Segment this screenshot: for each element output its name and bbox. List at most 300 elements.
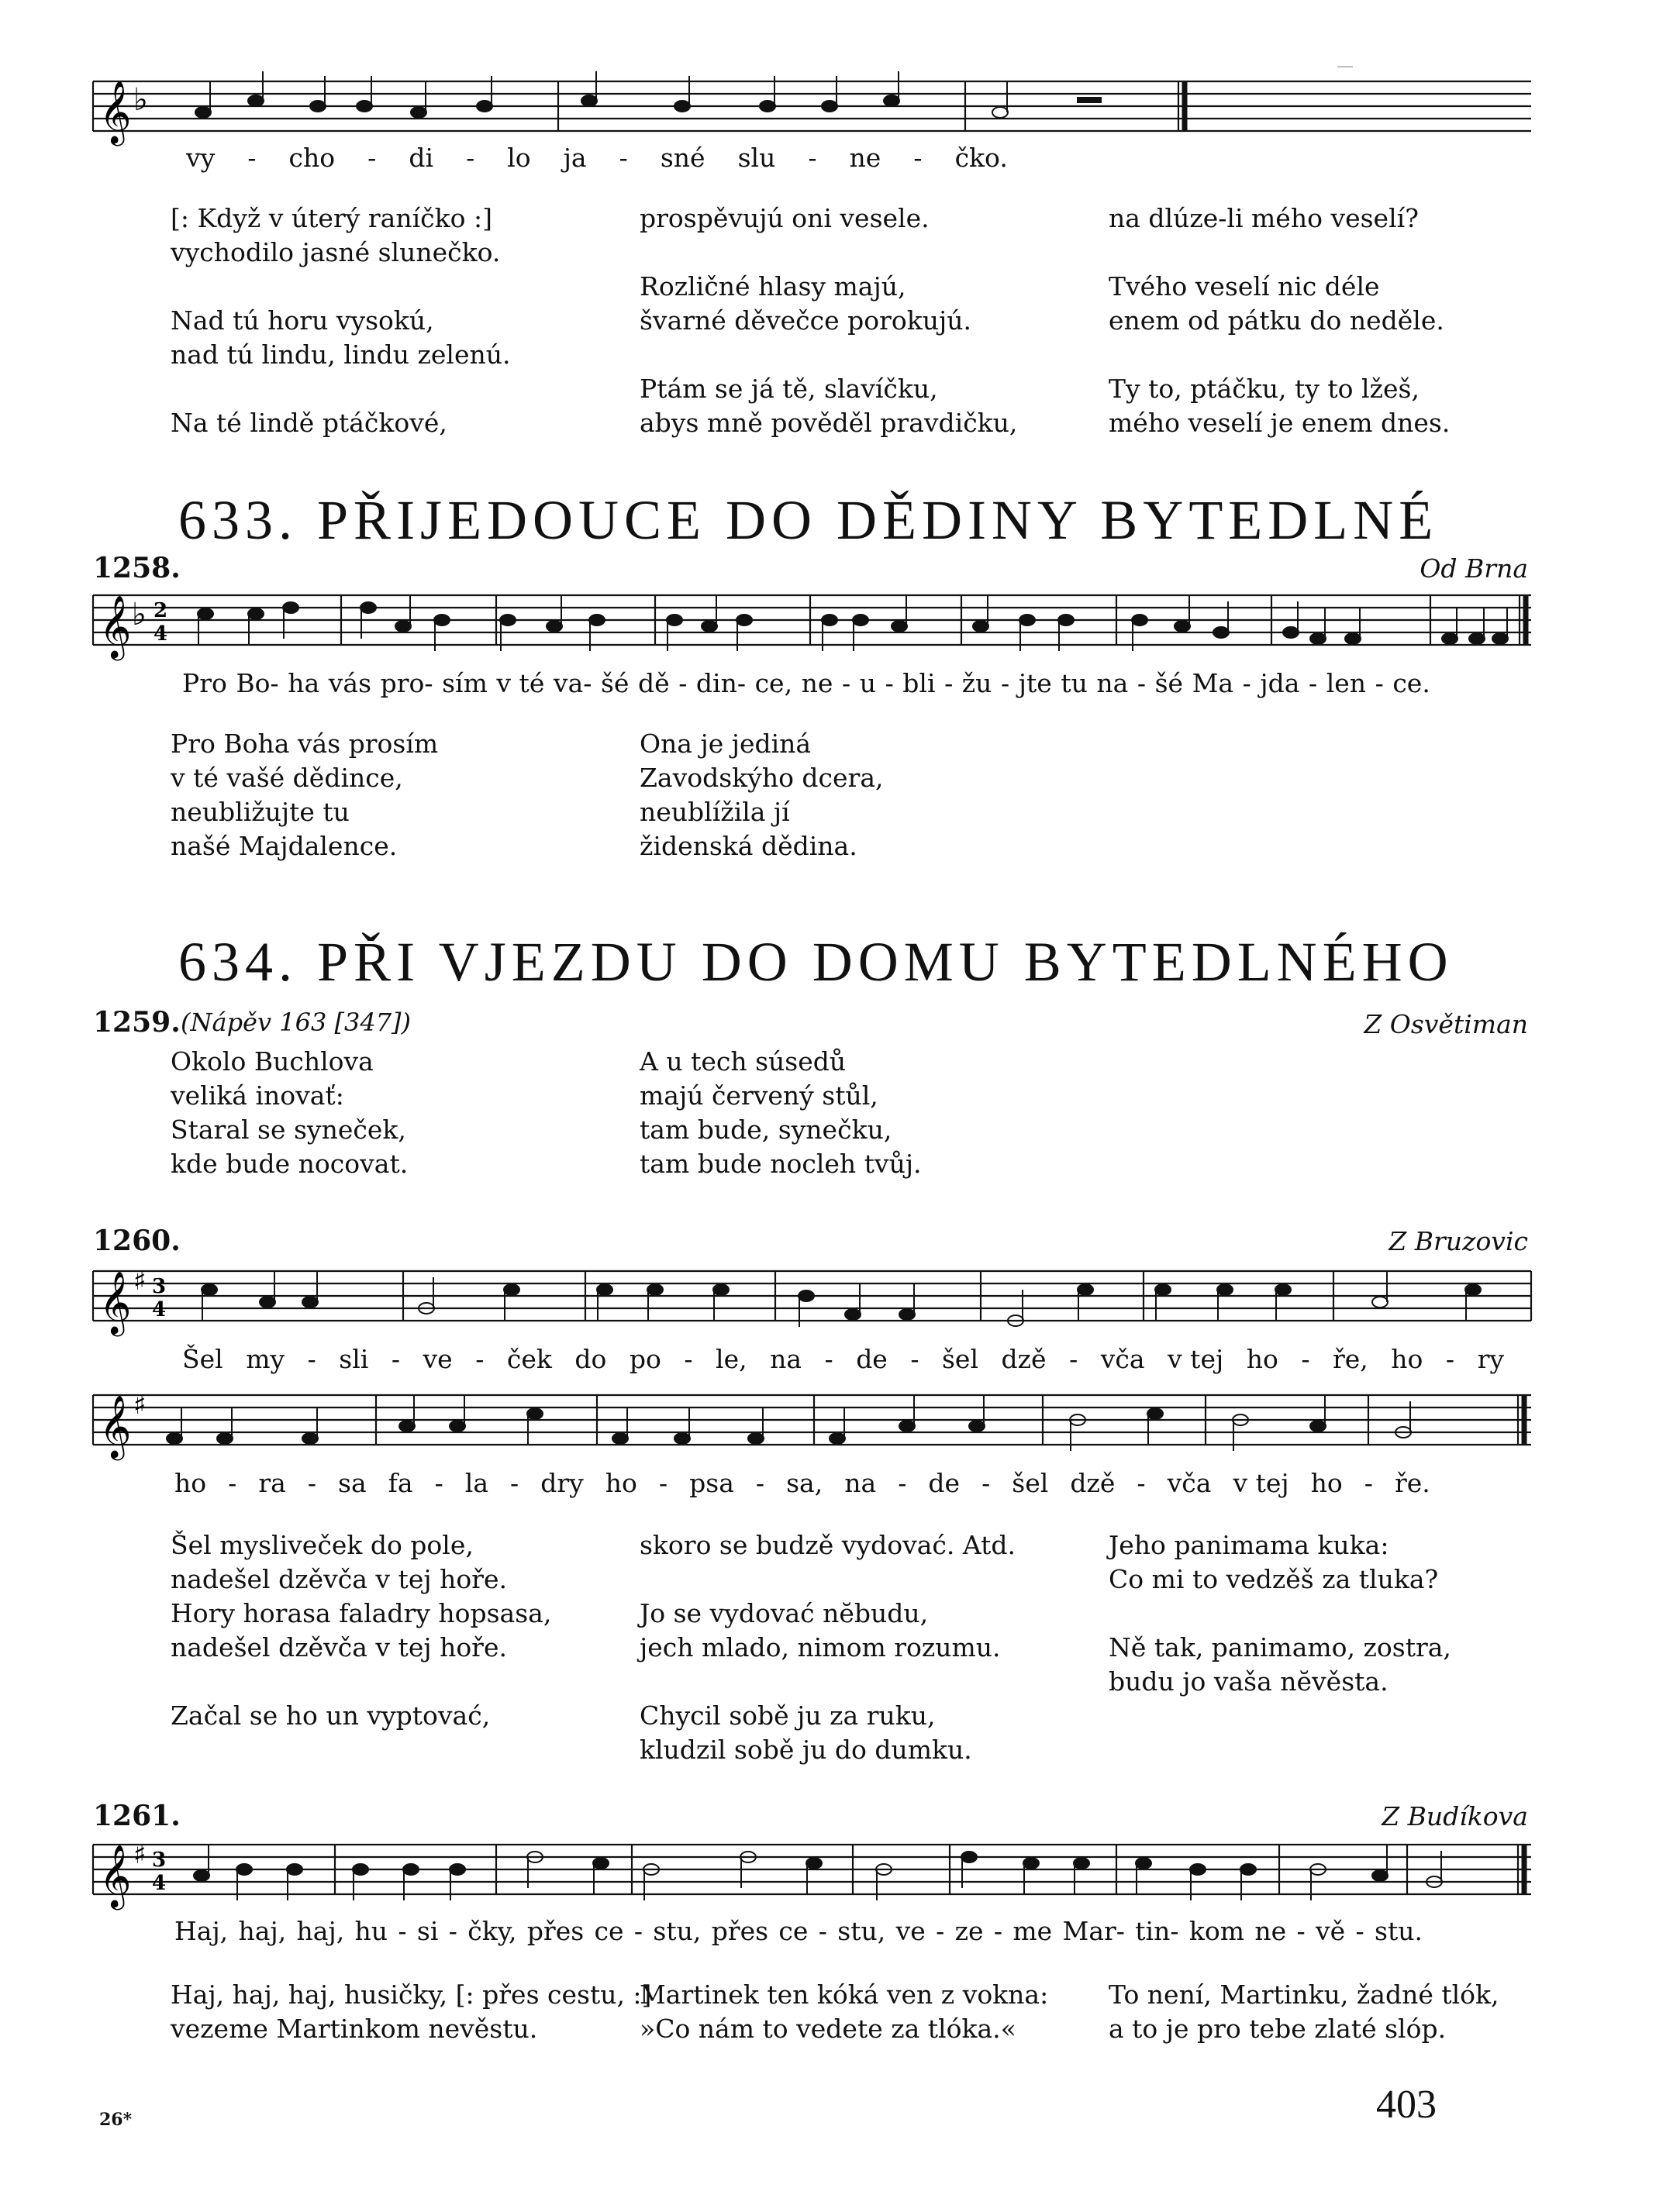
- verse-line: Tvého veselí nic déle: [1109, 271, 1380, 301]
- note-head: [500, 615, 516, 625]
- lyric-syllable: ra: [258, 1468, 286, 1498]
- lyric-syllable: ře.: [1394, 1468, 1430, 1498]
- lyric-syllable: po: [629, 1344, 661, 1374]
- note-head: [399, 1421, 415, 1432]
- svg-text:𝄞: 𝄞: [99, 80, 132, 143]
- note-head: [202, 1284, 217, 1295]
- lyric-syllable: v té: [496, 668, 545, 698]
- lyric-syllable: v tej: [1168, 1344, 1224, 1374]
- svg-text:4: 4: [152, 1872, 167, 1895]
- verse-line: v té vašé dědince,: [171, 763, 403, 793]
- note-head: [1372, 1870, 1388, 1881]
- lyric-syllable: -: [1001, 668, 1010, 698]
- lyric-syllable: šé: [600, 668, 630, 698]
- verse-line: Hory horasa faladry hopsasa,: [171, 1598, 552, 1628]
- note-head: [612, 1433, 628, 1444]
- verse-line: Ptám se já tě, slavíčku,: [640, 374, 938, 404]
- verse-line: vezeme Martinkom nevěstu.: [171, 2014, 538, 2044]
- lyric-syllable: len: [1326, 668, 1367, 698]
- note-head: [194, 1870, 209, 1881]
- lyric-syllable: Haj,: [174, 1916, 229, 1946]
- lyric-syllable: cho: [288, 143, 336, 173]
- lyric-syllable: tin-: [1135, 1916, 1179, 1946]
- lyric-syllable: vča: [1100, 1344, 1145, 1374]
- verse-line: Jeho panimama kuka:: [1109, 1530, 1389, 1560]
- lyric-syllable: v tej: [1233, 1468, 1289, 1498]
- note-head: [287, 1864, 302, 1875]
- lyric-syllable: -: [307, 1468, 316, 1498]
- lyric-syllable: dzě: [1070, 1468, 1116, 1498]
- lyric-syllable: Šel: [182, 1344, 223, 1374]
- note-head: [434, 615, 450, 625]
- lyric-syllable: din-: [695, 668, 747, 698]
- lyric-syllable: -: [755, 1468, 765, 1498]
- lyric-syllable: -: [910, 1344, 919, 1374]
- verse-line: a to je pro tebe zlaté slóp.: [1109, 2014, 1447, 2044]
- note-head: [1310, 1421, 1326, 1432]
- stanza: [640, 1978, 1048, 2046]
- lyric-syllable: -: [466, 143, 475, 173]
- lyric-syllable: psa: [689, 1468, 734, 1498]
- lyric-syllable: -: [684, 1344, 693, 1374]
- lyric-syllable: le,: [716, 1344, 747, 1374]
- song-1260-verses-col3: [1109, 1528, 1451, 1733]
- lyric-syllable: haj,: [296, 1916, 345, 1946]
- lyric-syllable: -: [1355, 1916, 1364, 1946]
- note-head: [589, 615, 605, 625]
- lyric-syllable: -: [678, 668, 688, 698]
- note-head: [527, 1408, 543, 1419]
- lyric-syllable: -: [913, 143, 923, 173]
- verse-line: Co mi to vedzěš za tluka?: [1109, 1564, 1439, 1594]
- lyric-syllable: -: [898, 1468, 907, 1498]
- verse-line: kde bude nocovat.: [171, 1149, 409, 1179]
- note-head: [450, 1421, 465, 1432]
- verse-line: švarné děvečce porokujú.: [640, 305, 971, 336]
- stanza: [640, 727, 884, 863]
- lyric-syllable: ře,: [1332, 1344, 1368, 1374]
- verse-line: veliká inovať:: [171, 1080, 344, 1111]
- melody-number-1258: 1258.: [93, 552, 181, 584]
- song-1259-verses-col1: [171, 1045, 408, 1215]
- verse-line: [: Když v úterý raníčko :]: [171, 203, 492, 233]
- verse-line: nad tú lindu, lindu zelenú.: [171, 339, 511, 370]
- lyric-syllable: vy: [186, 143, 216, 173]
- note-head: [283, 602, 298, 613]
- verse-line: »Co nám to vedete za tlóka.«: [640, 2014, 1016, 2044]
- top-song-verses-col1: [171, 202, 511, 474]
- verse-line: Chycil sobě ju za ruku,: [640, 1700, 936, 1731]
- note-head: [1469, 633, 1485, 644]
- page-number: 403: [1376, 2083, 1437, 2127]
- note-head: [360, 602, 376, 613]
- lyric-syllable: Pro: [182, 668, 227, 698]
- svg-text:♯: ♯: [133, 1266, 147, 1297]
- lyric-syllable: hu: [354, 1916, 388, 1946]
- song-633-verses-col1: [171, 727, 438, 898]
- stanza: [640, 1699, 1016, 1767]
- note-head: [403, 1864, 419, 1875]
- song-1261-verses-col1: [171, 1978, 651, 2080]
- note-head: [1190, 1864, 1206, 1875]
- lyric-syllable: di: [409, 143, 434, 173]
- top-song-verses-col2: [640, 202, 1017, 474]
- note-head: [1023, 1858, 1039, 1869]
- verse-line: Martinek ten kóká ven z vokna:: [640, 1979, 1049, 2010]
- svg-text:♭: ♭: [132, 597, 147, 632]
- note-head: [674, 1433, 690, 1444]
- stanza: [640, 270, 1017, 338]
- note-head: [167, 1433, 182, 1444]
- lyric-syllable: -: [1137, 1468, 1146, 1498]
- lyric-syllable: -: [247, 143, 257, 173]
- stanza: [1109, 1631, 1451, 1699]
- stanza: [1109, 202, 1450, 236]
- verse-line: Nad tú horu vysokú,: [171, 305, 434, 336]
- note-head: [236, 1864, 252, 1875]
- staff-1261: [0, 1825, 1680, 1926]
- verse-line: Zavodskýho dcera,: [640, 763, 884, 793]
- lyric-syllable: sa,: [786, 1468, 823, 1498]
- lyric-syllable: ho: [174, 1468, 207, 1498]
- lyric-syllable: sím: [442, 668, 488, 698]
- lyric-syllable: na: [770, 1344, 802, 1374]
- lyric-syllable: va-: [553, 668, 592, 698]
- note-head: [899, 1309, 915, 1320]
- verse-line: prospěvujú oni vesele.: [640, 203, 930, 233]
- verse-line: Ně tak, panimamo, zostra,: [1109, 1632, 1451, 1662]
- verse-line: A u tech súsedů: [640, 1046, 847, 1077]
- verse-line: Haj, haj, haj, husičky, [: přes cestu, :]: [171, 1979, 652, 2010]
- lyric-syllable: ne: [1254, 1916, 1287, 1946]
- melody-number-1260: 1260.: [93, 1225, 181, 1257]
- song-1260-verses-col1: [171, 1528, 551, 1767]
- note-head: [1310, 633, 1326, 644]
- stanza: [171, 1045, 408, 1181]
- lyric-syllable: dzě: [1001, 1344, 1047, 1374]
- lyric-syllable: me: [1012, 1916, 1053, 1946]
- note-head: [1078, 1284, 1093, 1295]
- lyric-syllable: -: [993, 1916, 1003, 1946]
- verse-line: na dlúze-li mého veselí?: [1109, 203, 1419, 233]
- lyric-syllable: de: [928, 1468, 961, 1498]
- lyric-syllable: slu: [737, 143, 776, 173]
- lyric-syllable: -: [1375, 668, 1384, 698]
- lyric-syllable: -: [1301, 1344, 1310, 1374]
- lyric-syllable: ce: [594, 1916, 624, 1946]
- lyric-syllable: šel: [1012, 1468, 1049, 1498]
- verse-line: vychodilo jasné slunečko.: [171, 237, 501, 267]
- note-head: [1175, 621, 1190, 632]
- staff-1258: [0, 577, 1680, 670]
- top-song-lyrics: [186, 143, 1008, 173]
- lyric-syllable: ha: [288, 668, 320, 698]
- note-head: [845, 1309, 861, 1320]
- lyric-syllable: ho: [1391, 1344, 1423, 1374]
- svg-text:4: 4: [154, 622, 168, 646]
- note-head: [597, 1284, 612, 1295]
- note-head: [822, 615, 837, 625]
- verse-line: Staral se syneček,: [171, 1115, 406, 1145]
- lyric-syllable: sli: [339, 1344, 369, 1374]
- lyric-syllable: -: [818, 1916, 827, 1946]
- note-head: [1058, 615, 1074, 625]
- stanza: [640, 372, 1017, 440]
- song-1261-verses-col2: [640, 1978, 1048, 2080]
- note-head: [547, 621, 562, 632]
- origin-1260: Z Bruzovic: [1389, 1226, 1528, 1256]
- lyric-syllable: ze: [954, 1916, 984, 1946]
- stanza: [171, 727, 438, 863]
- note-head: [1345, 633, 1361, 644]
- lyric-syllable: jte: [1018, 668, 1052, 698]
- lyric-syllable: my: [246, 1344, 285, 1374]
- note-head: [198, 608, 213, 619]
- note-head: [737, 615, 752, 625]
- svg-text:𝄞: 𝄞: [99, 1270, 132, 1334]
- verse-line: skoro se budzě vydovać. Atd.: [640, 1530, 1016, 1560]
- stanza: [171, 1528, 551, 1665]
- lyric-syllable: u: [859, 668, 876, 698]
- lyric-syllable: -: [885, 668, 894, 698]
- stanza: [640, 1528, 1016, 1563]
- note-head: [806, 1858, 822, 1869]
- verse-line: Na té lindě ptáčkové,: [171, 408, 447, 438]
- lyric-syllable: ce,: [754, 668, 793, 698]
- stanza: [171, 1699, 551, 1733]
- note-head: [1442, 633, 1457, 644]
- lyric-syllable: šel: [942, 1344, 979, 1374]
- printer-signature: 26*: [99, 2110, 133, 2130]
- song-633-title: 633. PŘIJEDOUCE DO DĚDINY BYTEDLNÉ: [178, 489, 1439, 551]
- lyric-syllable: ja: [563, 143, 587, 173]
- svg-text:𝄞: 𝄞: [99, 594, 132, 658]
- note-head: [1213, 627, 1229, 638]
- lyric-syllable: vás: [328, 668, 372, 698]
- verse-line: budu jo vaša nĕvěsta.: [1109, 1666, 1389, 1697]
- song-1260-verses-col2: [640, 1528, 1016, 1801]
- stanza: [1109, 372, 1450, 440]
- lyrics-1260-line1: [182, 1344, 1504, 1374]
- lyric-syllable: -: [633, 1916, 643, 1946]
- verse-line: Rozličné hlasy majú,: [640, 271, 906, 301]
- lyric-syllable: -: [981, 1468, 991, 1498]
- verse-line: židenská dědina.: [640, 831, 857, 861]
- verse-line: neubližujte tu: [171, 797, 350, 827]
- lyric-syllable: -: [510, 1468, 519, 1498]
- lyric-syllable: ce: [778, 1916, 809, 1946]
- lyric-syllable: sa: [338, 1468, 367, 1498]
- stanza: [171, 304, 511, 372]
- song-1259-verses-col2: [640, 1045, 922, 1215]
- note-head: [504, 1284, 519, 1295]
- lyric-syllable: lo: [507, 143, 531, 173]
- verse-line: tam bude nocleh tvůj.: [640, 1149, 922, 1179]
- lyric-syllable: přes: [711, 1916, 769, 1946]
- note-head: [1074, 1858, 1089, 1869]
- lyric-syllable: Mar-: [1062, 1916, 1125, 1946]
- note-head: [1217, 1284, 1233, 1295]
- melody-reference-1259: (Nápěv 163 [347]): [181, 1008, 412, 1037]
- note-head: [395, 621, 411, 632]
- note-head: [1283, 627, 1299, 638]
- note-head: [248, 608, 264, 619]
- lyric-syllable: ce.: [1392, 668, 1430, 698]
- note-head: [1492, 633, 1508, 644]
- note-head: [1132, 615, 1147, 625]
- lyric-syllable: -: [1308, 668, 1318, 698]
- note-head: [647, 1284, 663, 1295]
- lyric-syllable: ne: [801, 668, 833, 698]
- verse-line: nadešel dzěvča v tej hoře.: [171, 1632, 507, 1662]
- lyric-syllable: -: [808, 143, 817, 173]
- verse-line: Jo se vydovać nĕbudu,: [640, 1598, 929, 1628]
- verse-line: našé Majdalence.: [171, 831, 398, 861]
- song-633-verses-col2: [640, 727, 884, 898]
- svg-text:4: 4: [152, 1298, 167, 1321]
- verse-line: abys mně pověděl pravdičku,: [640, 408, 1018, 438]
- staff-1260-line2: [0, 1376, 1680, 1476]
- song-634-title: 634. PŘI VJEZDU DO DOMU BYTEDLNÉHO: [178, 931, 1454, 993]
- lyric-syllable: -: [1445, 1344, 1455, 1374]
- top-song-verses-col3: [1109, 202, 1450, 474]
- lyric-syllable: šé: [1154, 668, 1184, 698]
- lyric-syllable: ry: [1477, 1344, 1504, 1374]
- stanza: [640, 1597, 1016, 1665]
- lyric-syllable: stu.: [1375, 1916, 1423, 1946]
- lyric-syllable: stu,: [837, 1916, 886, 1946]
- lyric-syllable: -: [1296, 1916, 1306, 1946]
- verse-line: Šel mysliveček do pole,: [171, 1530, 474, 1560]
- note-head: [1240, 1864, 1256, 1875]
- lyric-syllable: ne: [849, 143, 881, 173]
- lyric-syllable: -: [1069, 1344, 1078, 1374]
- lyric-syllable: bli: [902, 668, 936, 698]
- note-head: [260, 1297, 275, 1308]
- lyric-syllable: dě: [637, 668, 670, 698]
- note-head: [973, 621, 988, 632]
- lyric-syllable: čky,: [467, 1916, 517, 1946]
- lyric-syllable: pro-: [380, 668, 433, 698]
- lyric-syllable: la: [464, 1468, 488, 1498]
- lyric-syllable: -: [228, 1468, 237, 1498]
- verse-line: nadešel dzěvča v tej hoře.: [171, 1564, 507, 1594]
- lyric-syllable: čko.: [954, 143, 1008, 173]
- lyric-syllable: přes: [526, 1916, 585, 1946]
- verse-line: To není, Martinku, žadné tlók,: [1109, 1979, 1499, 2010]
- note-head: [593, 1858, 609, 1869]
- lyric-syllable: Ma: [1192, 668, 1234, 698]
- lyric-syllable: -: [307, 1344, 316, 1374]
- stanza: [640, 1045, 922, 1181]
- lyric-syllable: ho: [605, 1468, 637, 1498]
- svg-text:♭: ♭: [133, 82, 148, 118]
- note-head: [1136, 1858, 1151, 1869]
- origin-1259: Z Osvětiman: [1364, 1009, 1528, 1039]
- lyric-syllable: ho: [1310, 1468, 1343, 1498]
- song-1261-verses-col3: [1109, 1978, 1499, 2080]
- verse-line: kludzil sobě ju do dumku.: [640, 1735, 972, 1765]
- lyric-syllable: -: [658, 1468, 668, 1498]
- lyrics-1261: [174, 1916, 1423, 1946]
- note-head: [892, 621, 907, 632]
- lyric-syllable: -: [619, 143, 628, 173]
- lyric-syllable: -: [434, 1468, 443, 1498]
- lyric-syllable: na: [1096, 668, 1129, 698]
- note-head: [302, 1297, 318, 1308]
- note-head: [899, 1421, 915, 1432]
- verse-line: Ty to, ptáčku, ty to lžeš,: [1109, 374, 1420, 404]
- lyric-syllable: -: [824, 1344, 833, 1374]
- lyric-syllable: -: [398, 1916, 407, 1946]
- svg-text:♯: ♯: [133, 1390, 147, 1421]
- lyric-syllable: sné: [660, 143, 705, 173]
- lyric-syllable: -: [1242, 668, 1251, 698]
- verse-line: jech mlado, nimom rozumu.: [640, 1632, 1001, 1662]
- staff-top-song: [0, 54, 1680, 209]
- melody-number-1259: 1259.: [93, 1006, 181, 1039]
- verse-line: neublížila jí: [640, 797, 790, 827]
- lyric-syllable: fa: [388, 1468, 413, 1498]
- stanza: [171, 202, 511, 270]
- verse-line: Pro Boha vás prosím: [171, 729, 439, 759]
- svg-text:𝄞: 𝄞: [99, 1844, 132, 1907]
- lyric-syllable: -: [475, 1344, 485, 1374]
- lyrics-1260-line2: [174, 1468, 1430, 1498]
- stanza: [1109, 1978, 1499, 2046]
- lyric-syllable: -: [936, 1916, 945, 1946]
- note-head: [969, 1421, 985, 1432]
- note-head: [1155, 1284, 1171, 1295]
- svg-text:2: 2: [154, 599, 168, 622]
- lyric-syllable: -: [1364, 1468, 1373, 1498]
- lyric-syllable: tu: [1061, 668, 1088, 698]
- verse-line: Okolo Buchlova: [171, 1046, 374, 1077]
- stanza: [640, 202, 1017, 236]
- svg-text:3: 3: [152, 1275, 167, 1298]
- verse-line: tam bude, synečku,: [640, 1115, 892, 1145]
- note-head: [302, 1433, 318, 1444]
- lyric-syllable: jda: [1260, 668, 1300, 698]
- lyric-syllable: dry: [540, 1468, 584, 1498]
- verse-line: Ona je jediná: [640, 729, 812, 759]
- lyric-syllable: kom: [1188, 1916, 1244, 1946]
- note-head: [353, 1864, 368, 1875]
- stanza: [171, 406, 511, 440]
- lyric-syllable: ho: [1246, 1344, 1278, 1374]
- origin-1258: Od Brna: [1420, 553, 1528, 584]
- verse-line: enem od pátku do neděle.: [1109, 305, 1444, 336]
- note-head: [961, 1852, 977, 1862]
- verse-line: majú červený stůl,: [640, 1080, 878, 1111]
- lyric-syllable: de: [856, 1344, 888, 1374]
- lyric-syllable: haj,: [238, 1916, 287, 1946]
- lyrics-1258: [182, 668, 1430, 698]
- lyric-syllable: ve: [423, 1344, 453, 1374]
- note-head: [450, 1864, 465, 1875]
- lyric-syllable: žu: [961, 668, 992, 698]
- lyric-syllable: ve: [895, 1916, 926, 1946]
- staff-1260-line1: [0, 1252, 1680, 1352]
- verse-line: mého veselí je enem dnes.: [1109, 408, 1451, 438]
- lyric-syllable: vě: [1315, 1916, 1346, 1946]
- lyric-syllable: -: [842, 668, 851, 698]
- lyric-syllable: -: [391, 1344, 400, 1374]
- note-head: [1465, 1284, 1481, 1295]
- stanza: [1109, 270, 1450, 338]
- stanza: [171, 1978, 651, 2046]
- lyric-syllable: -: [448, 1916, 457, 1946]
